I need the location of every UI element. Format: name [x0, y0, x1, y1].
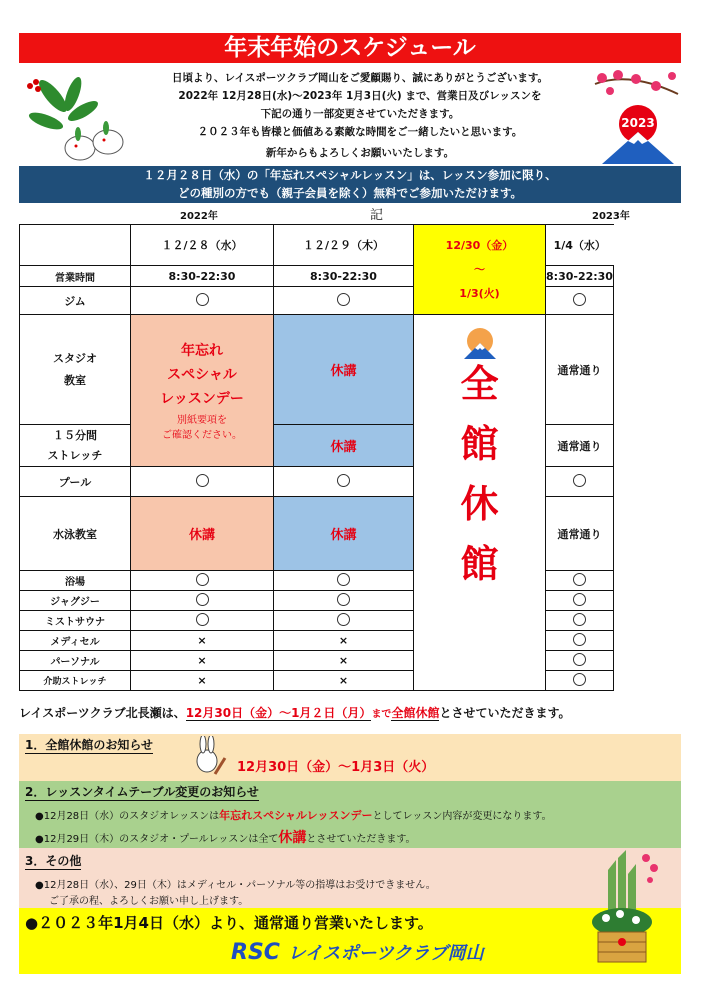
jacuzzi-0104 [546, 591, 614, 611]
kitanagase-closed: 全館休館 [391, 706, 440, 720]
personal-1228-cross-icon: × [131, 651, 274, 671]
personal-0104 [546, 651, 614, 671]
col-header-0104: 1/4（水） [546, 225, 614, 266]
rsc-logo [231, 939, 484, 965]
sauna-0104 [546, 611, 614, 631]
corner-cell [20, 225, 131, 266]
open-circle-icon [573, 653, 586, 666]
section-2-line-1a: ●12月28日（水）のスタジオレッスンは [35, 811, 220, 822]
year-label-2022: 2022年 [180, 211, 218, 222]
swim-0104-normal: 通常通り [546, 497, 614, 571]
closed-char-4: 館 [460, 542, 499, 586]
year-label-2023: 2023年 [592, 211, 630, 222]
open-circle-icon [196, 573, 209, 586]
fuji-sun-icon [462, 327, 498, 359]
assist-1228-cross-icon: × [131, 671, 274, 691]
row-label-sauna: ミストサウナ [20, 611, 131, 631]
intro-line-2: 2022年 12月28日(水)～2023年 1月3日(火) まで、営業日及びレッスンを [178, 90, 542, 102]
section-2-line-1c: としてレッスン内容が変更になります。 [372, 811, 552, 822]
intro-line-5: 新年からもよろしくお願いいたします。 [265, 147, 455, 159]
special-note-line-2: ご確認ください。 [162, 429, 242, 441]
notice-line-2: どの種別の方でも（親子会員を除く）無料でご参加いただけます。 [177, 186, 523, 200]
section-2-line-2a: ●12月29日（木）のスタジオ・プールレッスンは全て [35, 834, 279, 845]
rabbit-icon [191, 736, 227, 776]
sauna-1229 [274, 611, 414, 631]
closed-char-2: 館 [460, 422, 499, 466]
schedule-table [19, 224, 614, 691]
ki-label: 記 [370, 208, 384, 223]
special-lesson-line-3: レッスンデー [160, 390, 244, 407]
kitanagase-text-a: レイスポーツクラブ北長瀬は、 [19, 706, 186, 720]
row-label-stretch-2: ストレッチ [47, 448, 103, 462]
open-circle-icon [573, 474, 586, 487]
bath-0104 [546, 571, 614, 591]
assist-0104 [546, 671, 614, 691]
intro-line-4: ２０２３年も皆様と価値ある素敵な時間をご一緒したいと思います。 [197, 126, 523, 138]
medicell-1228-cross-icon: × [131, 631, 274, 651]
year-badge: 2023 [621, 116, 655, 130]
open-circle-icon [573, 633, 586, 646]
section-3-line-1: ●12月28日（水）、29日（木）はメディセル・パーソナル等の指導はお受けできません。 [35, 880, 436, 891]
medicell-1229-cross-icon: × [274, 631, 414, 651]
open-circle-icon [196, 474, 209, 487]
jacuzzi-1229 [274, 591, 414, 611]
swim-1229-kyuko: 休講 [274, 497, 414, 571]
open-circle-icon [573, 593, 586, 606]
sauna-1228 [131, 611, 274, 631]
full-closure-cell [414, 315, 546, 691]
notice-banner [19, 166, 681, 203]
col-header-1230: 12/30（金） [445, 238, 514, 252]
gym-1228 [131, 287, 274, 315]
section-2-line-2 [35, 827, 416, 847]
section-2-line-2c: とさせていただきます。 [306, 834, 416, 845]
col-header-tilde: ～ [474, 262, 485, 276]
section-3-heading: 3．その他 [25, 854, 82, 868]
studio-0104-normal: 通常通り [546, 315, 614, 425]
hours-1228: 8:30-22:30 [131, 266, 274, 287]
open-circle-icon [337, 613, 350, 626]
gym-1229 [274, 287, 414, 315]
row-label-swim: 水泳教室 [20, 497, 131, 571]
intro-line-1: 日頃より、レイスポーツクラブ岡山をご愛顧賜り、誠にありがとうございます。 [171, 72, 548, 84]
page-title: 年末年始のスケジュール [19, 33, 681, 63]
row-label-studio-1: スタジオ [53, 351, 97, 365]
closed-char-3: 休 [460, 482, 499, 526]
row-label-jacuzzi: ジャグジー [20, 591, 131, 611]
row-label-personal: パーソナル [20, 651, 131, 671]
row-label-pool: プール [20, 467, 131, 497]
closed-char-1: 全 [460, 362, 499, 406]
open-circle-icon [573, 573, 586, 586]
logo-rsc: RSC [231, 940, 280, 965]
open-circle-icon [337, 593, 350, 606]
section-1-dates: 12月30日（金）～1月3日（火） [237, 760, 435, 775]
row-label-stretch [20, 425, 131, 467]
bath-1229 [274, 571, 414, 591]
open-circle-icon [196, 613, 209, 626]
studio-1229-kyuko: 休講 [274, 315, 414, 425]
open-circle-icon [573, 293, 586, 306]
row-label-hours: 営業時間 [20, 266, 131, 287]
row-label-gym: ジム [20, 287, 131, 315]
pool-1229 [274, 467, 414, 497]
section-1-band [19, 734, 681, 781]
row-label-medicell: メディセル [20, 631, 131, 651]
assist-1229-cross-icon: × [274, 671, 414, 691]
section-2-line-1b: 年忘れスペシャルレッスンデー [219, 809, 373, 822]
section-2-heading: 2．レッスンタイムテーブル変更のお知らせ [25, 785, 259, 799]
section-1-heading: 1．全館休館のお知らせ [25, 738, 153, 752]
notice-line-1: １２月２８日（水）の「年忘れスペシャルレッスン」は、レッスン参加に限り、 [143, 168, 557, 182]
col-header-1230-0103 [414, 225, 546, 315]
kitanagase-dates: 12月30日（金）～1月２日（月） [185, 706, 372, 720]
row-label-assist: 介助ストレッチ [20, 671, 131, 691]
kadomatsu-illustration [580, 850, 662, 965]
section-2-line-1 [35, 807, 552, 823]
open-circle-icon [196, 293, 209, 306]
kitanagase-notice [19, 704, 681, 721]
nanten-snow-bunny-illustration [18, 66, 128, 166]
open-circle-icon [573, 613, 586, 626]
stretch-0104-normal: 通常通り [546, 425, 614, 467]
row-label-studio [20, 315, 131, 425]
open-circle-icon [573, 673, 586, 686]
special-lesson-line-1: 年忘れ [181, 342, 223, 359]
col-header-1228: １２/２８（水） [131, 225, 274, 266]
stretch-1229-kyuko: 休講 [274, 425, 414, 467]
section-2-line-2b: 休講 [278, 830, 307, 846]
hours-0104: 8:30-22:30 [546, 266, 614, 287]
section-3-line-2: ご了承の程、よろしくお願い申し上げます。 [49, 896, 249, 907]
special-lesson-line-2: スペシャル [167, 366, 237, 383]
open-circle-icon [337, 573, 350, 586]
swim-1228-kyuko: 休講 [131, 497, 274, 571]
kitanagase-text-e: とさせていただきます。 [439, 706, 571, 720]
row-label-studio-2: 教室 [64, 373, 86, 387]
medicell-0104 [546, 631, 614, 651]
open-circle-icon [196, 593, 209, 606]
bath-1228 [131, 571, 274, 591]
open-circle-icon [337, 293, 350, 306]
hours-1229: 8:30-22:30 [274, 266, 414, 287]
pool-1228 [131, 467, 274, 497]
col-header-0103: 1/3(火) [459, 286, 500, 300]
col-header-1229: １２/２９（木） [274, 225, 414, 266]
section-2-band [19, 781, 681, 848]
reopen-notice: ●２０２３年1月4日（水）より、通常通り営業いたします。 [25, 914, 433, 932]
open-circle-icon [337, 474, 350, 487]
special-note-line-1: 別紙要項を [177, 414, 227, 426]
row-label-bath: 浴場 [20, 571, 131, 591]
row-label-stretch-1: １５分間 [53, 428, 97, 442]
special-lesson-cell [131, 315, 274, 467]
pool-0104 [546, 467, 614, 497]
intro-line-3: 下記の通り一部変更させていただきます。 [260, 108, 460, 120]
kitanagase-made: まで [371, 709, 392, 720]
gym-0104 [546, 287, 614, 315]
jacuzzi-1228 [131, 591, 274, 611]
logo-name: レイスポーツクラブ岡山 [287, 943, 484, 964]
personal-1229-cross-icon: × [274, 651, 414, 671]
